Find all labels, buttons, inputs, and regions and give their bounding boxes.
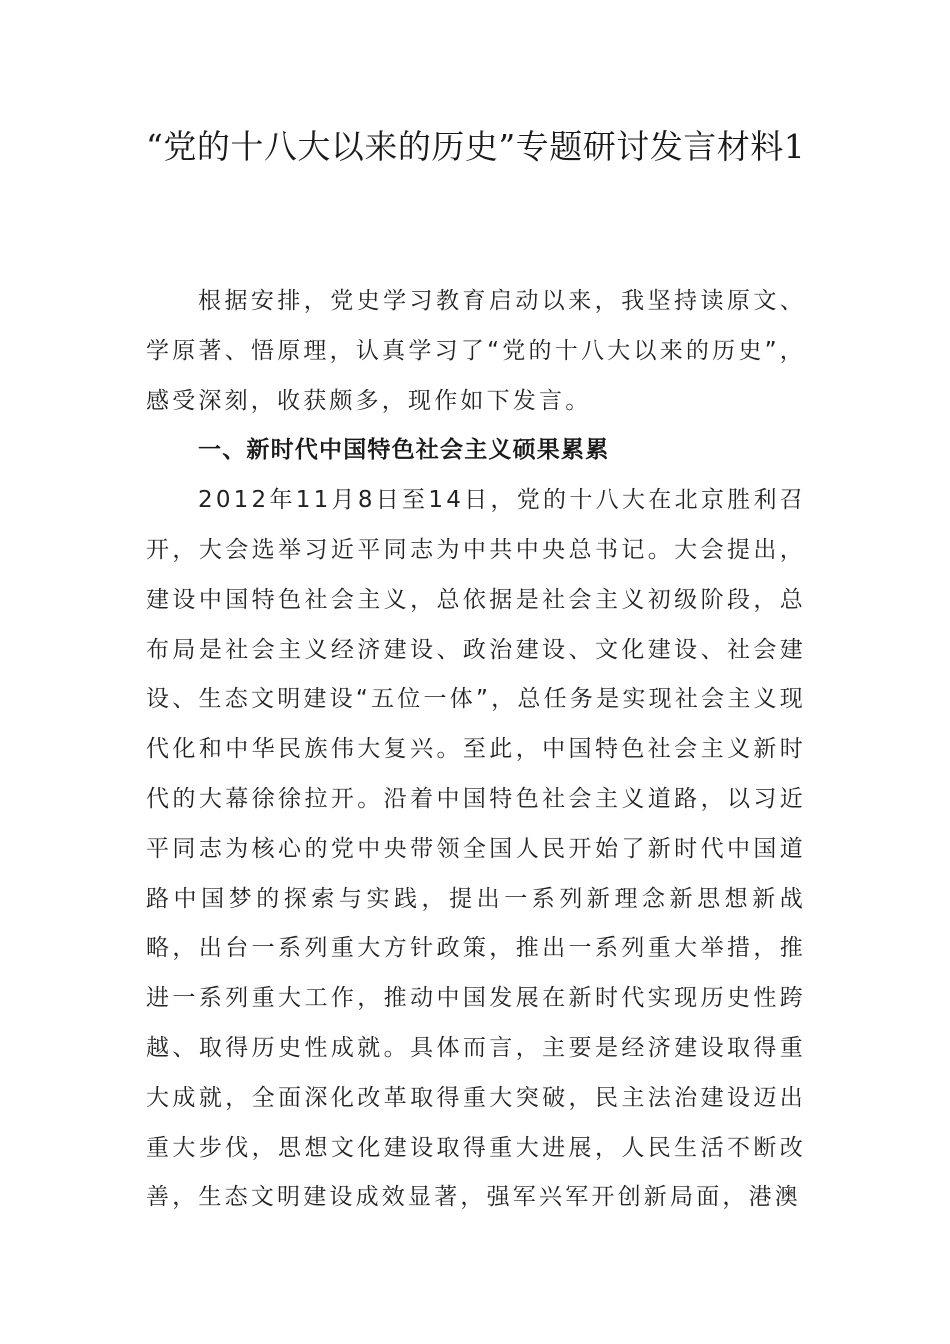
document-title: “党的十八大以来的历史”专题研讨发言材料1 — [146, 127, 806, 166]
section-heading: 一、新时代中国特色社会主义硕果累累 — [198, 437, 610, 464]
section-body-paragraph: 2012年11月8日至14日，党的十八大在北京胜利召开，大会选举习近平同志为中共中央总书记。大会提出，建设中国特色社会主义，总依据是社会主义初级阶段，总布局是社会主义经济建设、政治建设、文化建设、社会建设、生态文明建设“五位一体”，总任务是实现社会主义现代化和中华民族伟大复兴。至此，中国特色社会主义新时代的大幕徐徐拉开。沿着中国特色社会主义道路，以习近平同志为核心的党中央带领全国人民开始了新时代中国道路中国梦的探索与实践，提出一系列新理念新思想新战略，出台一系列重大方针政策，推出一系列重大举措，推进一系列重大工作，推动中国发展在新时代实现历史性跨越、取得历史性成就。具体而言，主要是经济建设取得重大成就，全面深化改革取得重大突破，民主法治建设迈出重大步伐，思想文化建设取得重大进展，人民生活不断改善，生态文明建设成效显著，强军兴军开创新局面，港澳 — [146, 487, 806, 1211]
document-body — [146, 277, 806, 1223]
intro-paragraph: 根据安排，党史学习教育启动以来，我坚持读原文、学原著、悟原理，认真学习了“党的十八大以来的历史”，感受深刻，收获颇多，现作如下发言。 — [146, 288, 806, 414]
